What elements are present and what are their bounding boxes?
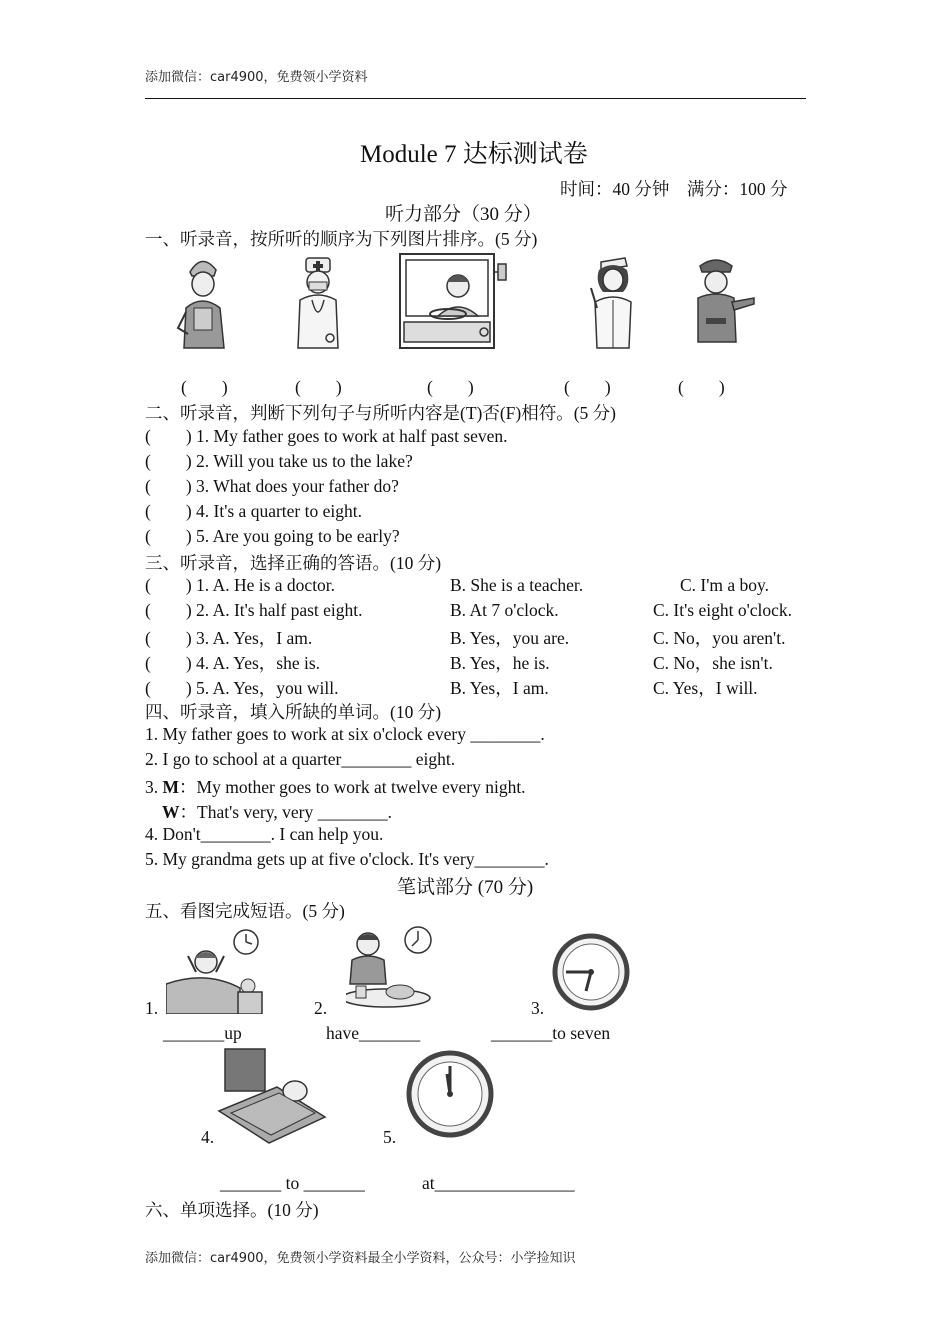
part5-answer-2[interactable]: have_______ — [326, 1023, 421, 1043]
part4-item-3 — [145, 774, 526, 799]
speaker-w: W — [162, 802, 180, 822]
part5-answer-3[interactable]: _______to seven — [491, 1023, 611, 1043]
part1-blank-2[interactable]: ( ) — [295, 377, 342, 397]
part5-answer-1[interactable]: _______up — [163, 1023, 242, 1043]
part1-blank-4[interactable]: ( ) — [564, 377, 611, 397]
page-header: 添加微信：car4900，免费领小学资料 — [145, 70, 368, 85]
part5-number-2: 2. — [314, 998, 328, 1018]
worker-picture — [172, 250, 232, 350]
part4-item-5: 5. My grandma gets up at five o'clock. It's very________. — [145, 849, 549, 869]
written-section-title: 笔试部分 (70 分) — [397, 877, 534, 898]
clock-quarter-to-seven-picture — [552, 933, 630, 1011]
part3-option-c: C. No，you aren't. — [653, 628, 786, 648]
part3-question: ( ) 2. A. It's half past eight. — [145, 600, 363, 620]
part3-heading: 三、听录音，选择正确的答语。(10 分) — [145, 553, 442, 573]
part3-question: ( ) 3. A. Yes，I am. — [145, 628, 313, 648]
part1-blank-1[interactable]: ( ) — [181, 377, 228, 397]
part3-option-b: B. She is a teacher. — [450, 575, 584, 595]
part1-heading: 一、听录音，按所听的顺序为下列图片排序。(5 分) — [145, 229, 538, 249]
part3-option-b: B. Yes，I am. — [450, 678, 549, 698]
part3-option-b: B. Yes，you are. — [450, 628, 570, 648]
part4-item-3b-text: ：That's very, very ________. — [179, 802, 392, 822]
part1-blank-5[interactable]: ( ) — [678, 377, 725, 397]
wake-up-picture — [166, 926, 264, 1014]
part3-option-c: C. No，she isn't. — [653, 653, 773, 673]
sleeping-picture — [217, 1047, 327, 1145]
part5-number-1: 1. — [145, 998, 159, 1018]
part2-item: ( ) 1. My father goes to work at half past seven. — [145, 426, 508, 446]
exam-meta: 时间：40 分钟 满分：100 分 — [560, 179, 788, 199]
part2-item: ( ) 5. Are you going to be early? — [145, 526, 400, 546]
header-divider — [145, 98, 806, 99]
part4-item-2: 2. I go to school at a quarter________ eight. — [145, 749, 456, 769]
part3-option-b: B. Yes，he is. — [450, 653, 550, 673]
part3-option-c: C. Yes，I will. — [653, 678, 758, 698]
listening-section-title: 听力部分（30 分） — [385, 204, 542, 225]
part5-number-4: 4. — [201, 1127, 215, 1147]
part5-heading: 五、看图完成短语。(5 分) — [145, 901, 345, 921]
nurse-picture — [585, 252, 641, 350]
part1-blank-3[interactable]: ( ) — [427, 377, 474, 397]
part2-item: ( ) 2. Will you take us to the lake? — [145, 451, 413, 471]
clock-twelve-picture — [406, 1050, 494, 1138]
part2-item: ( ) 4. It's a quarter to eight. — [145, 501, 362, 521]
speaker-m: M — [162, 777, 180, 797]
part3-option-c: C. It's eight o'clock. — [653, 600, 792, 620]
part2-item: ( ) 3. What does your father do? — [145, 476, 399, 496]
part3-option-b: B. At 7 o'clock. — [450, 600, 559, 620]
part5-number-3: 3. — [531, 998, 545, 1018]
part4-item-3-text: ：My mother goes to work at twelve every night. — [179, 777, 526, 797]
policeman-picture — [692, 254, 758, 344]
part5-answer-4[interactable]: _______ to _______ — [220, 1173, 365, 1193]
part6-heading: 六、单项选择。(10 分) — [145, 1200, 319, 1220]
bus-driver-picture — [398, 252, 510, 350]
part3-question: ( ) 1. A. He is a doctor. — [145, 575, 336, 595]
part3-option-c: C. I'm a boy. — [680, 575, 770, 595]
doctor-picture — [292, 254, 344, 350]
part4-item-1: 1. My father goes to work at six o'clock every ________. — [145, 724, 545, 744]
breakfast-picture — [346, 924, 436, 1010]
part4-item-4: 4. Don't________. I can help you. — [145, 824, 384, 844]
part4-heading: 四、听录音，填入所缺的单词。(10 分) — [145, 702, 442, 722]
page-title: Module 7 达标测试卷 — [360, 141, 588, 168]
part5-number-5: 5. — [383, 1127, 397, 1147]
part5-answer-5[interactable]: at________________ — [422, 1173, 575, 1193]
part3-question: ( ) 5. A. Yes，you will. — [145, 678, 339, 698]
part4-item-3b — [162, 799, 392, 824]
part3-question: ( ) 4. A. Yes，she is. — [145, 653, 321, 673]
page-footer: 添加微信：car4900，免费领小学资料最全小学资料，公众号：小学捡知识 — [145, 1251, 576, 1266]
part2-heading: 二、听录音，判断下列句子与所听内容是(T)否(F)相符。(5 分) — [145, 403, 617, 423]
part4-item-3-number: 3. — [145, 777, 163, 797]
